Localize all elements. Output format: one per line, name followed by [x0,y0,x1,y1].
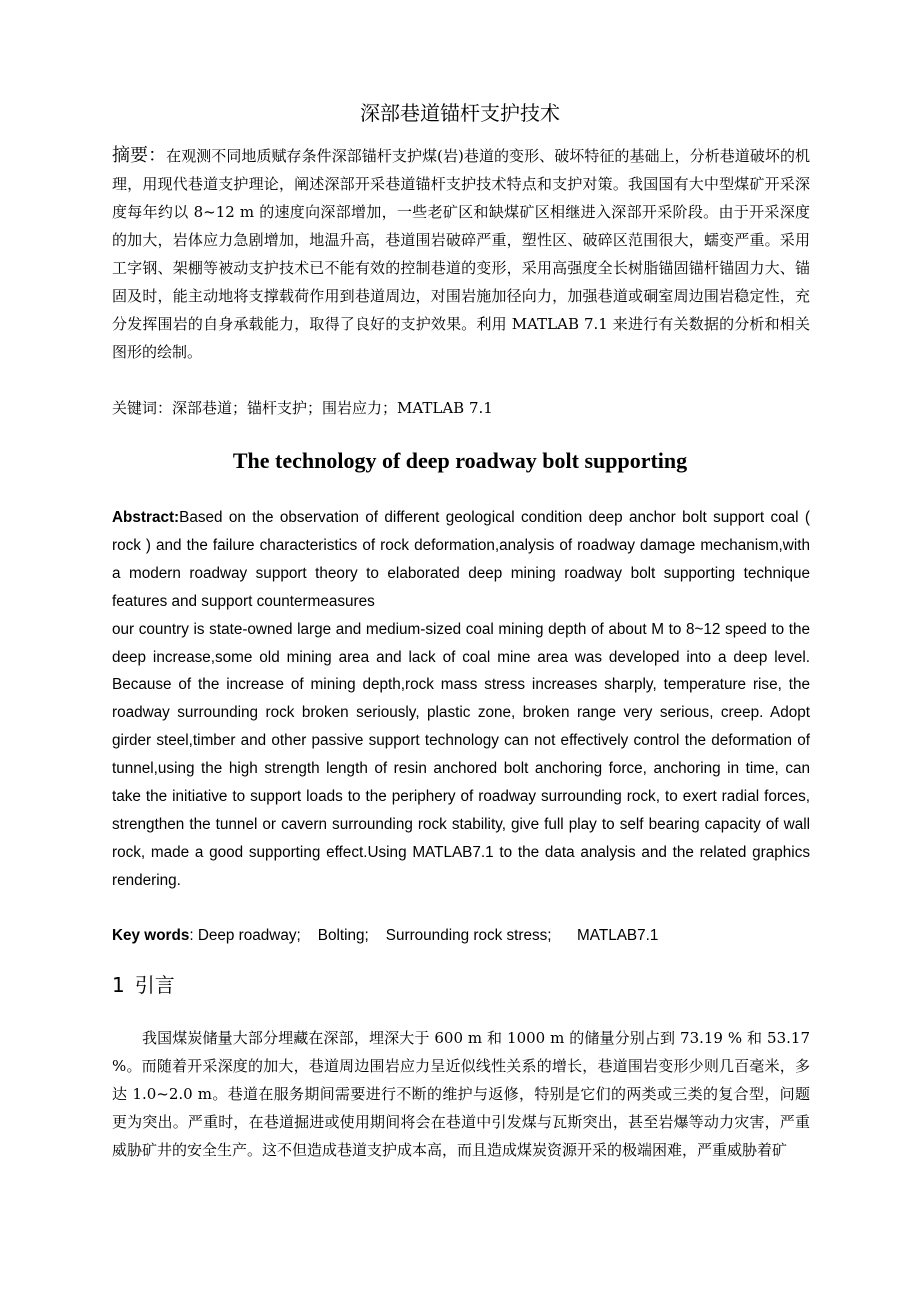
english-abstract [112,504,810,895]
english-title: The technology of deep roadway bolt supporting [232,448,688,473]
chinese-abstract-text: 在观测不同地质赋存条件深部锚杆支护煤(岩)巷道的变形、破坏特征的基础上，分析巷道破坏的机理，用现代巷道支护理论，阐述深部开采巷道锚杆支护技术特点和支护对策。我国国有大中型煤矿开采深度每年约以 8~12 m 的速度向深部增加，一些老矿区和缺煤矿区相继进入深部开采阶段。由于开采深度的加大，岩体应力急剧增加，地温升高，巷道围岩破碎严重，塑性区、破碎区范围很大，蠕变严重。采用工字钢、架棚等被动支护技术已不能有效的控制巷道的变形，采用高强度全长树脂锚固锚杆锚固力大、锚固及时，能主动地将支撑载荷作用到巷道周边，对围岩施加径向力，加强巷道或硐室周边围岩稳定性，充分发挥围岩的自身承载能力，取得了良好的支护效果。利用 MATLAB 7.1 来进行有关数据的分析和相关图形的绘制。 [112,147,810,361]
english-abstract-label: Abstract: [112,509,180,526]
english-keywords-label: Key words [112,927,190,944]
section-1-paragraph: 我国煤炭储量大部分埋藏在深部，埋深大于 600 m 和 1000 m 的储量分别占到 73.19 % 和 53.17 %。而随着开采深度的加大，巷道周边围岩应力呈近似线性关系的增长，巷道围岩变形少则几百毫米，多达 1.0~2.0 m。巷道在服务期间需要进行不断的维护与返修，特别是它们的两类或三类的复合型，问题更为突出。严重时，在巷道掘进或使用期间将会在巷道中引发煤与瓦斯突出，甚至岩爆等动力灾害，严重威胁矿井的安全生产。这不但造成巷道支护成本高，而且造成煤炭资源开采的极端困难，严重威胁着矿 [112,1029,810,1159]
chinese-title: 深部巷道锚杆支护技术 [360,101,560,125]
chinese-abstract-label: 摘要： [112,145,167,166]
section-1-heading [112,970,175,1000]
chinese-keywords-text: 深部巷道；锚杆支护；围岩应力；MATLAB 7.1 [172,399,493,417]
chinese-keywords [112,394,810,422]
english-keywords-text: : Deep roadway; Bolting; Surrounding rock stress; MATLAB7.1 [189,927,659,944]
chinese-keywords-label: 关键词： [112,399,173,417]
section-1-title: 引言 [134,973,175,997]
chinese-abstract [112,142,810,366]
section-1-number: 1 [112,973,125,997]
english-abstract-paragraph-2: our country is state-owned large and medium-sized coal mining depth of about M to 8~12 speed to the deep increase,some old mining area and lack of coal mine area was developed into a deep level. Because of the increase of mining depth,rock mass stress increases sharply, temperature rise, the roadway surrounding rock broken seriously, plastic zone, broken range very serious, creep. Adopt girder steel,timber and other passive support technology can not effectively control the deformation of tunnel,using the high strength length of resin anchored bolt anchoring force, anchoring in time, can take the initiative to support loads to the periphery of roadway surrounding rock, to exert radial forces, strengthen the tunnel or cavern surrounding rock stability, give full play to self bearing capacity of wall rock, made a good supporting effect.Using MATLAB7.1 to the data analysis and the related graphics rendering. [112,620,810,889]
english-keywords [112,922,810,949]
english-abstract-paragraph-1 [112,504,810,616]
english-abstract-text-1: Based on the observation of different geological condition deep anchor bolt support coal ( rock ) and the failure characteristics of rock deformation,analysis of roadway damage mechanism,with a modern roadway support theory to elaborated deep mining roadway bolt supporting technique features and support countermeasures [112,509,810,610]
